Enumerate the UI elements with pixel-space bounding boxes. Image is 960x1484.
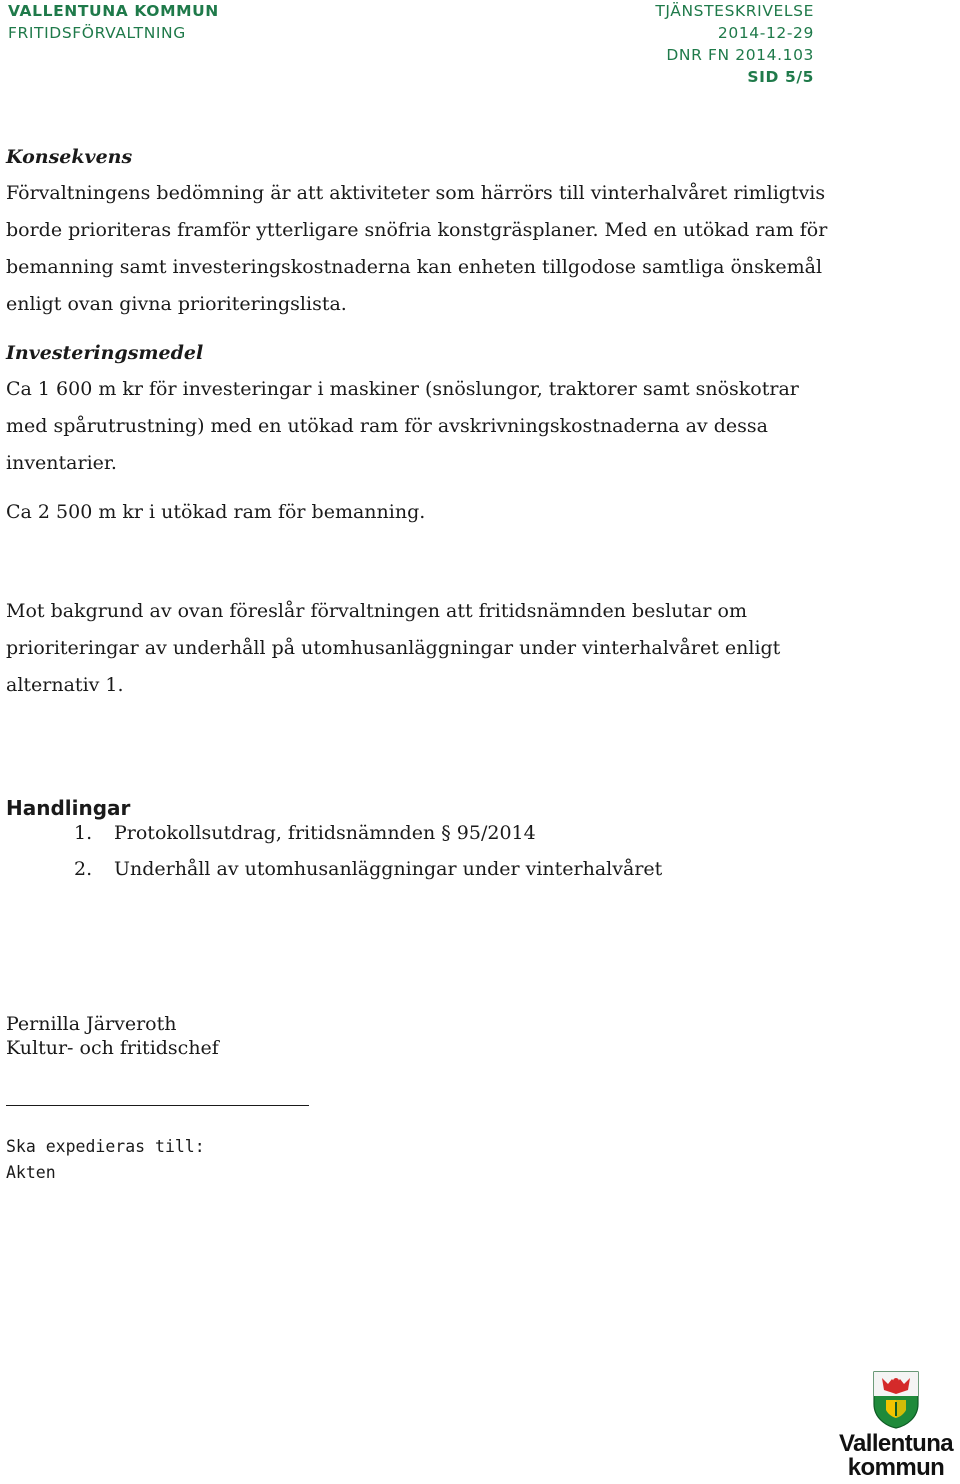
municipality-logo bbox=[832, 1368, 960, 1484]
section-konsekvens bbox=[6, 145, 906, 169]
divider-line bbox=[6, 1105, 309, 1106]
page-number: SID 5/5 bbox=[747, 68, 814, 86]
paragraph-line: bemanning samt investeringskostnaderna kan enheten tillgodose samtliga önskemål bbox=[6, 256, 823, 278]
list-item bbox=[74, 857, 662, 881]
list-item-number: 1. bbox=[74, 822, 93, 844]
paragraph-line: alternativ 1. bbox=[6, 674, 124, 696]
paragraph-line: Ca 2 500 m kr i utökad ram för bemanning. bbox=[6, 501, 426, 523]
proposal-paragraph bbox=[6, 593, 906, 704]
section-heading-konsekvens: Konsekvens bbox=[6, 146, 133, 168]
document-type: TJÄNSTESKRIVELSE bbox=[655, 2, 814, 20]
investeringsmedel-paragraph bbox=[6, 371, 906, 482]
signature-title: Kultur- och fritidschef bbox=[6, 1037, 219, 1059]
logo-line-1: Vallentuna bbox=[838, 1430, 954, 1457]
list-item-number: 2. bbox=[74, 858, 93, 880]
signature-name: Pernilla Järveroth bbox=[6, 1013, 177, 1035]
paragraph-line: prioriteringar av underhåll på utomhusanläggningar under vinterhalvåret enligt bbox=[6, 637, 781, 659]
logo-line-2: kommun bbox=[847, 1454, 945, 1481]
section-heading-handlingar: Handlingar bbox=[6, 796, 131, 820]
org-name: VALLENTUNA KOMMUN bbox=[8, 2, 219, 20]
paragraph-line: borde prioriteras framför ytterligare snöfria konstgräsplaner. Med en utökad ram för bbox=[6, 219, 828, 241]
paragraph-line: inventarier. bbox=[6, 452, 117, 474]
list-item-text: Underhåll av utomhusanläggningar under vinterhalvåret bbox=[114, 858, 663, 880]
logo-wordmark bbox=[832, 1432, 960, 1480]
list-item bbox=[74, 821, 536, 845]
document-date: 2014-12-29 bbox=[717, 24, 814, 42]
distribution-label: Ska expedieras till: bbox=[6, 1137, 205, 1156]
paragraph-line: Ca 1 600 m kr för investeringar i maskiner (snöslungor, traktorer samt snöskotrar bbox=[6, 378, 799, 400]
department-name: FRITIDSFÖRVALTNING bbox=[8, 24, 186, 42]
list-item-text: Protokollsutdrag, fritidsnämnden § 95/2014 bbox=[114, 822, 536, 844]
staffing-paragraph bbox=[6, 494, 906, 531]
section-heading-investeringsmedel: Investeringsmedel bbox=[6, 342, 204, 364]
paragraph-line: enligt ovan givna prioriteringslista. bbox=[6, 293, 347, 315]
document-reference: DNR FN 2014.103 bbox=[666, 46, 814, 64]
coat-of-arms-icon bbox=[872, 1370, 920, 1430]
distribution-recipient: Akten bbox=[6, 1163, 56, 1182]
paragraph-line: med spårutrustning) med en utökad ram för avskrivningskostnaderna av dessa bbox=[6, 415, 768, 437]
konsekvens-paragraph bbox=[6, 175, 906, 323]
paragraph-line: Förvaltningens bedömning är att aktiviteter som härrörs till vinterhalvåret rimligtvis bbox=[6, 182, 826, 204]
paragraph-line: Mot bakgrund av ovan föreslår förvaltningen att fritidsnämnden beslutar om bbox=[6, 600, 747, 622]
section-investeringsmedel bbox=[6, 341, 906, 365]
